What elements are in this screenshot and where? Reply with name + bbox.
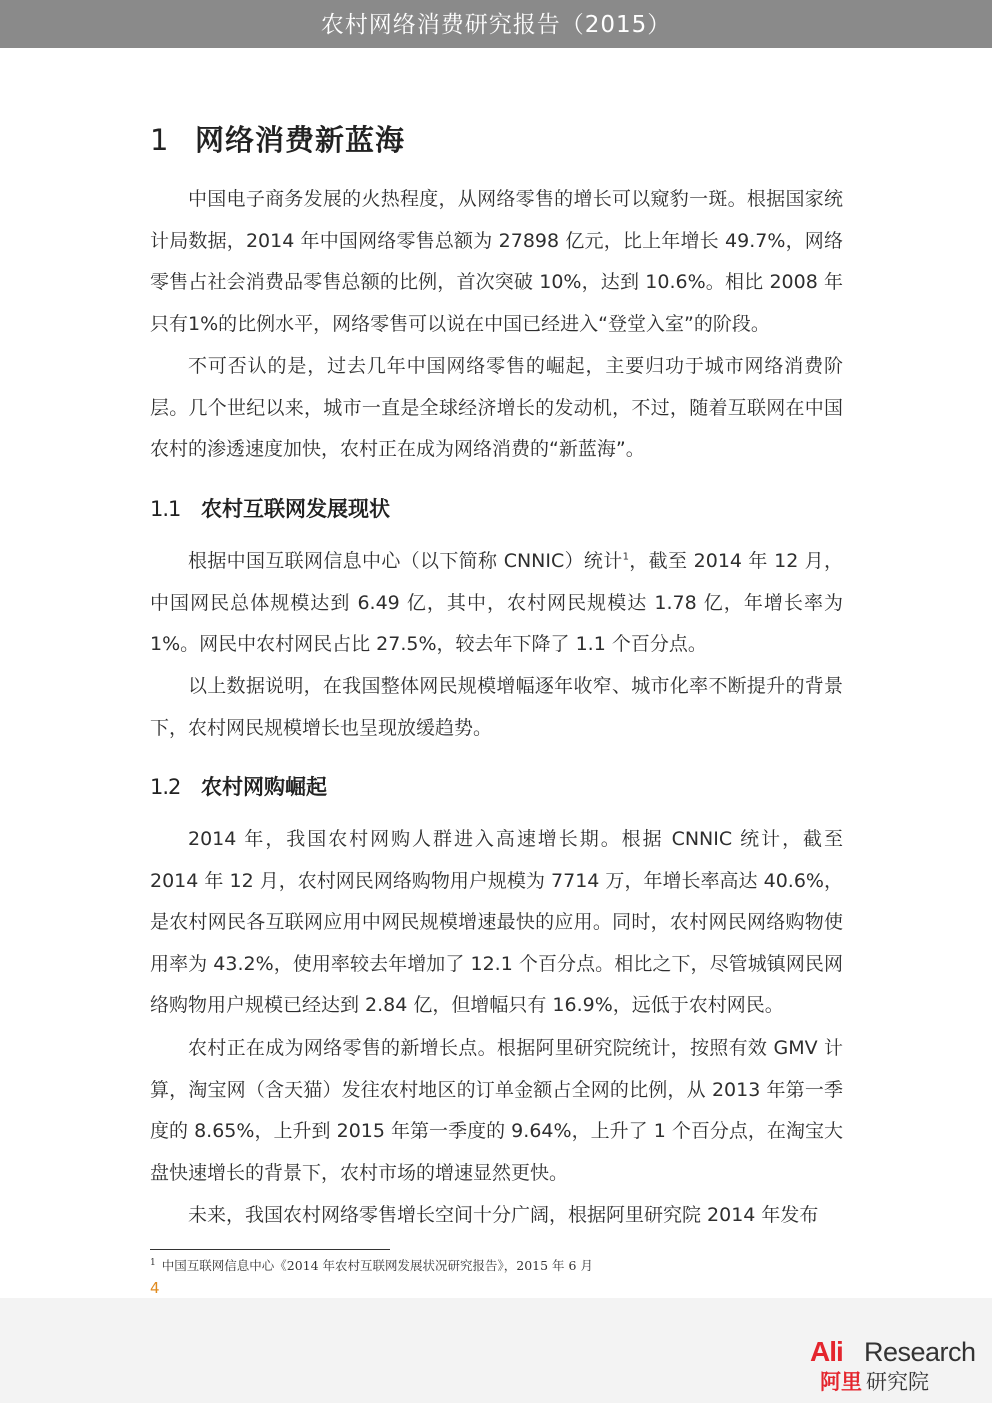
footnote — [150, 1256, 593, 1274]
footnote-text: 中国互联网信息中心《2014 年农村互联网发展状况研究报告》，2015 年 6 月 — [161, 1258, 593, 1273]
footnote-marker: 1 — [150, 1257, 156, 1268]
section-1-2-title: 农村网购崛起 — [201, 775, 327, 799]
footnote-reference[interactable]: 1 — [622, 551, 629, 563]
logo-brand-red: Ali — [810, 1336, 843, 1367]
page-number: 4 — [150, 1279, 160, 1297]
section-1-1-paragraph-1 — [150, 541, 843, 666]
header-title: 农村网络消费研究报告（2015） — [320, 12, 672, 38]
paragraph-text-after-ref: ，截至 2014 年 12 月，中国网民总体规模达到 6.49 亿，其中，农村网民规模达 1.78 亿，年增长率为 1%。网民中农村网民占比 27.5%，较去年下降了 1.1 个百分点。 — [150, 550, 843, 656]
section-1-2-paragraph-1: 2014 年，我国农村网购人群进入高速增长期。根据 CNNIC 统计，截至 2014 年 12 月，农村网民网络购物用户规模为 7714 万，年增长率高达 40.6%，是农村网民各互联网应用中网民规模增速最快的应用。同时，农村网民网络购物使用率为 43.2%，使用率较去年增加了 12.1 个百分点。相比之下，尽管城镇网民网络购物用户规模已经达到 2.84 亿，但增幅只有 16.9%，远低于农村网民。 — [150, 828, 843, 1017]
section-1-2-paragraph-3: 未来，我国农村网络零售增长空间十分广阔，根据阿里研究院 2014 年发布 — [188, 1204, 819, 1226]
section-1-title: 网络消费新蓝海 — [195, 123, 406, 157]
section-1-2-heading — [150, 771, 327, 801]
section-1-1-number: 1.1 — [150, 497, 181, 521]
section-1-1-heading — [150, 493, 390, 523]
section-1-1-title: 农村互联网发展现状 — [201, 497, 390, 521]
section-1-number: 1 — [150, 123, 170, 157]
footnote-divider — [150, 1249, 390, 1250]
section-1-2-paragraph-2: 农村正在成为网络零售的新增长点。根据阿里研究院统计，按照有效 GMV 计算，淘宝网（含天猫）发往农村地区的订单金额占全网的比例，从 2013 年第一季度的 8.65%，上升到 2015 年第一季度的 9.64%，上升了 1 个百分点，在淘宝大盘快速增长的背景下，农村市场的增速显然更快。 — [150, 1037, 843, 1184]
section-1-paragraph-1: 中国电子商务发展的火热程度，从网络零售的增长可以窥豹一斑。根据国家统计局数据，2014 年中国网络零售总额为 27898 亿元，比上年增长 49.7%，网络零售占社会消费品零售总额的比例，首次突破 10%，达到 10.6%。相比 2008 年只有1%的比例水平，网络零售可以说在中国已经进入“登堂入室”的阶段。 — [150, 188, 843, 335]
logo-cn-dark: 研究院 — [866, 1370, 929, 1394]
aliresearch-logo — [810, 1336, 990, 1396]
section-1-2-number: 1.2 — [150, 775, 181, 799]
paragraph-text-before-ref: 根据中国互联网信息中心（以下简称 CNNIC）统计 — [188, 550, 623, 572]
logo-cn-red: 阿里 — [820, 1370, 862, 1394]
section-1-paragraph-2: 不可否认的是，过去几年中国网络零售的崛起，主要归功于城市网络消费阶层。几个世纪以来，城市一直是全球经济增长的发动机，不过，随着互联网在中国农村的渗透速度加快，农村正在成为网络消费的“新蓝海”。 — [150, 355, 843, 461]
section-1-heading — [150, 118, 405, 159]
running-header — [0, 0, 992, 48]
logo-brand-dark: Research — [864, 1337, 976, 1367]
section-1-1-paragraph-2: 以上数据说明，在我国整体网民规模增幅逐年收窄、城市化率不断提升的背景下，农村网民规模增长也呈现放缓趋势。 — [150, 675, 843, 739]
